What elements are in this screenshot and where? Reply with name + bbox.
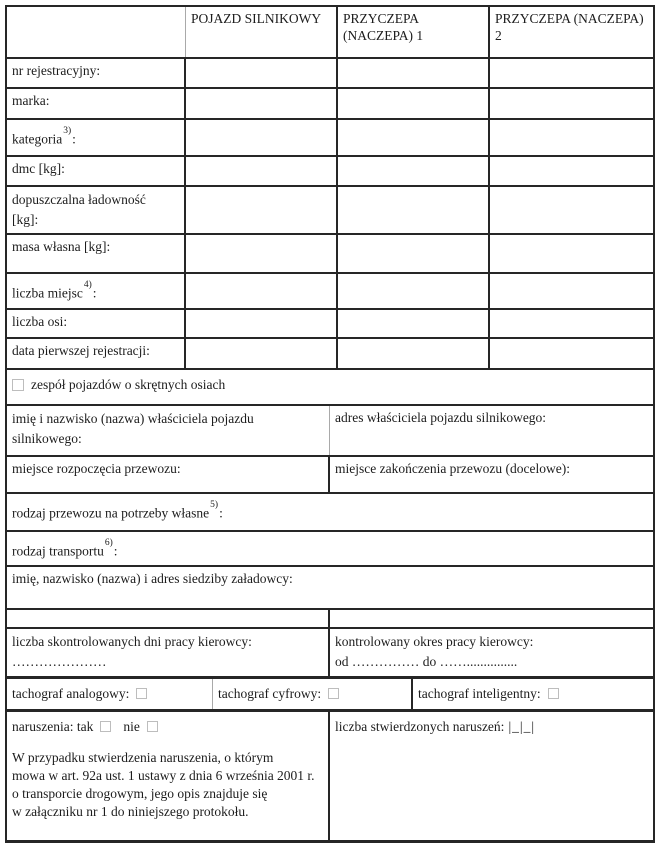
violations-yes-checkbox-icon [100, 721, 111, 732]
label-text: kategoria [12, 131, 63, 147]
owner-label-line-2: silnikowego: [12, 431, 82, 446]
label-text: liczba osi: [12, 314, 68, 329]
value-cell-przyczepa-1 [338, 339, 490, 368]
owner-name-cell [7, 406, 330, 455]
transport-kind-cell [7, 532, 653, 565]
col-header-przyczepa-1: PRZYCZEPA (NACZEPA) 1 [338, 7, 490, 57]
label-text: marka: [12, 93, 50, 108]
controlled-period-label: kontrolowany okres pracy kierowcy: [335, 634, 534, 649]
row-label [7, 157, 186, 185]
value-cell-pojazd [186, 187, 338, 233]
row-kategoria [7, 120, 653, 157]
tachograph-analog-checkbox-icon [136, 688, 147, 699]
value-cell-przyczepa-2 [490, 310, 653, 337]
label-text: liczba miejsc [12, 285, 83, 301]
violations-yes-no-line [12, 718, 323, 735]
row-tachograf [7, 679, 653, 712]
value-cell-pojazd [186, 310, 338, 337]
label-colon: : [92, 285, 97, 301]
tachograph-smart-label: tachograf inteligentny: [418, 686, 541, 701]
label-line-2: [kg]: [12, 212, 39, 227]
value-cell-przyczepa-2 [490, 274, 653, 308]
axle-cell [7, 370, 653, 404]
row-data-pierwszej-rejestracji [7, 339, 653, 370]
value-cell-przyczepa-1 [338, 310, 490, 337]
row-label [7, 59, 186, 87]
axle-checkbox-icon [12, 379, 24, 391]
col-header-przyczepa-2: PRZYCZEPA (NACZEPA) 2 [495, 11, 644, 43]
controlled-period-cell [330, 629, 653, 676]
tachograph-digital-label: tachograf cyfrowy: [218, 686, 322, 701]
controlled-days-label: liczba skontrolowanych dni pracy kierowcy: [12, 634, 252, 649]
violations-no-label: nie [123, 719, 140, 734]
row-naruszenia [7, 712, 653, 840]
row-dni-pracy [7, 629, 653, 679]
row-label [7, 274, 186, 308]
footnote-ref-6: 6) [104, 538, 113, 548]
shipper-cell [7, 567, 653, 608]
owner-address-cell [330, 406, 653, 455]
col-header-pojazd-silnikowy: POJAZD SILNIKOWY [186, 7, 338, 57]
row-wlasciciel [7, 406, 653, 457]
footnote-ref-5: 5) [210, 500, 219, 510]
label-colon: : [72, 131, 76, 147]
value-cell-pojazd [186, 120, 338, 155]
shipper-label: imię, nazwisko (nazwa) i adres siedziby załadowcy: [12, 571, 293, 586]
note-line-3: o transporcie drogowym, jego opis znajduje się [12, 786, 268, 801]
spacer-right-cell [330, 610, 653, 627]
tachograph-analog-label: tachograf analogowy: [12, 686, 130, 701]
controlled-days-cell [7, 629, 330, 676]
value-cell-przyczepa-2 [490, 157, 653, 185]
violations-count-cell [330, 712, 653, 840]
transport-kind-label: rodzaj transportu [12, 543, 104, 559]
value-cell-pojazd [186, 235, 338, 272]
tachograph-digital-checkbox-icon [328, 688, 339, 699]
route-start-cell [7, 457, 330, 492]
row-spacer [7, 610, 653, 629]
row-dmc [7, 157, 653, 187]
violations-label: naruszenia: tak [12, 719, 94, 734]
label-colon: : [219, 505, 223, 521]
route-end-label: miejsce zakończenia przewozu (docelowe): [335, 461, 570, 476]
row-label [7, 187, 186, 233]
note-line-1: W przypadku stwierdzenia naruszenia, o którym [12, 750, 274, 765]
tachograph-smart-cell [413, 679, 653, 709]
owner-address-label: adres właściciela pojazdu silnikowego: [335, 410, 547, 425]
value-cell-przyczepa-2 [490, 235, 653, 272]
row-nr-rejestracyjny [7, 59, 653, 89]
value-cell-przyczepa-1 [338, 187, 490, 233]
value-cell-przyczepa-2 [490, 187, 653, 233]
row-marka [7, 89, 653, 120]
row-label [7, 310, 186, 337]
label-line-1: dopuszczalna ładowność [12, 192, 146, 207]
label-text: data pierwszej rejestracji: [12, 343, 150, 358]
axle-label: zespół pojazdów o skrętnych osiach [31, 377, 226, 392]
controlled-period-range: od …………… do ……............... [335, 654, 518, 669]
carriage-type-cell [7, 494, 653, 530]
tachograph-analog-cell [7, 679, 213, 709]
value-cell-przyczepa-1 [338, 120, 490, 155]
label-text: nr rejestracyjny: [12, 63, 101, 78]
row-dopuszczalna-ladownosc [7, 187, 653, 235]
label-text: masa własna [kg]: [12, 239, 111, 254]
violations-count-label: liczba stwierdzonych naruszeń: [335, 719, 505, 734]
value-cell-pojazd [186, 157, 338, 185]
note-line-2: mowa w art. 92a ust. 1 ustawy z dnia 6 września 2001 r. [12, 768, 315, 783]
value-cell-przyczepa-2 [490, 339, 653, 368]
value-cell-przyczepa-1 [338, 235, 490, 272]
footnote-ref-4: 4) [83, 280, 92, 290]
row-rodzaj-przewozu [7, 494, 653, 532]
violations-cell [7, 712, 330, 840]
row-label [7, 339, 186, 368]
value-cell-pojazd [186, 59, 338, 87]
row-miejsce-przewozu [7, 457, 653, 494]
label-text: dmc [kg]: [12, 161, 65, 176]
violations-count-boxes: |_|_| [508, 719, 536, 734]
value-cell-przyczepa-1 [338, 274, 490, 308]
note-line-4: w załączniku nr 1 do niniejszego protokołu. [12, 804, 249, 819]
value-cell-przyczepa-2 [490, 59, 653, 87]
tachograph-smart-checkbox-icon [548, 688, 559, 699]
route-end-cell [330, 457, 653, 492]
violations-note [12, 749, 323, 821]
spacer-left-cell [7, 610, 330, 627]
owner-label-line-1: imię i nazwisko (nazwa) właściciela pojazdu [12, 411, 254, 426]
violations-no-checkbox-icon [147, 721, 158, 732]
row-liczba-osi [7, 310, 653, 339]
route-start-label: miejsce rozpoczęcia przewozu: [12, 461, 181, 476]
value-cell-pojazd [186, 339, 338, 368]
vehicle-inspection-table [5, 5, 655, 843]
row-zaladowca [7, 567, 653, 610]
row-label [7, 89, 186, 118]
carriage-type-label: rodzaj przewozu na potrzeby własne [12, 505, 210, 521]
header-empty-cell [7, 7, 186, 57]
value-cell-przyczepa-1 [338, 157, 490, 185]
footnote-ref-3: 3) [63, 126, 72, 136]
row-masa-wlasna [7, 235, 653, 274]
row-skretne-osie [7, 370, 653, 406]
value-cell-przyczepa-1 [338, 89, 490, 118]
value-cell-pojazd [186, 274, 338, 308]
row-liczba-miejsc [7, 274, 653, 310]
controlled-days-dotted-line: ………………… [12, 654, 107, 669]
row-label [7, 120, 186, 155]
value-cell-przyczepa-2 [490, 89, 653, 118]
header-row [7, 7, 653, 59]
label-colon: : [113, 543, 118, 559]
row-rodzaj-transportu [7, 532, 653, 567]
tachograph-digital-cell [213, 679, 413, 709]
value-cell-pojazd [186, 89, 338, 118]
value-cell-przyczepa-1 [338, 59, 490, 87]
row-label [7, 235, 186, 272]
value-cell-przyczepa-2 [490, 120, 653, 155]
